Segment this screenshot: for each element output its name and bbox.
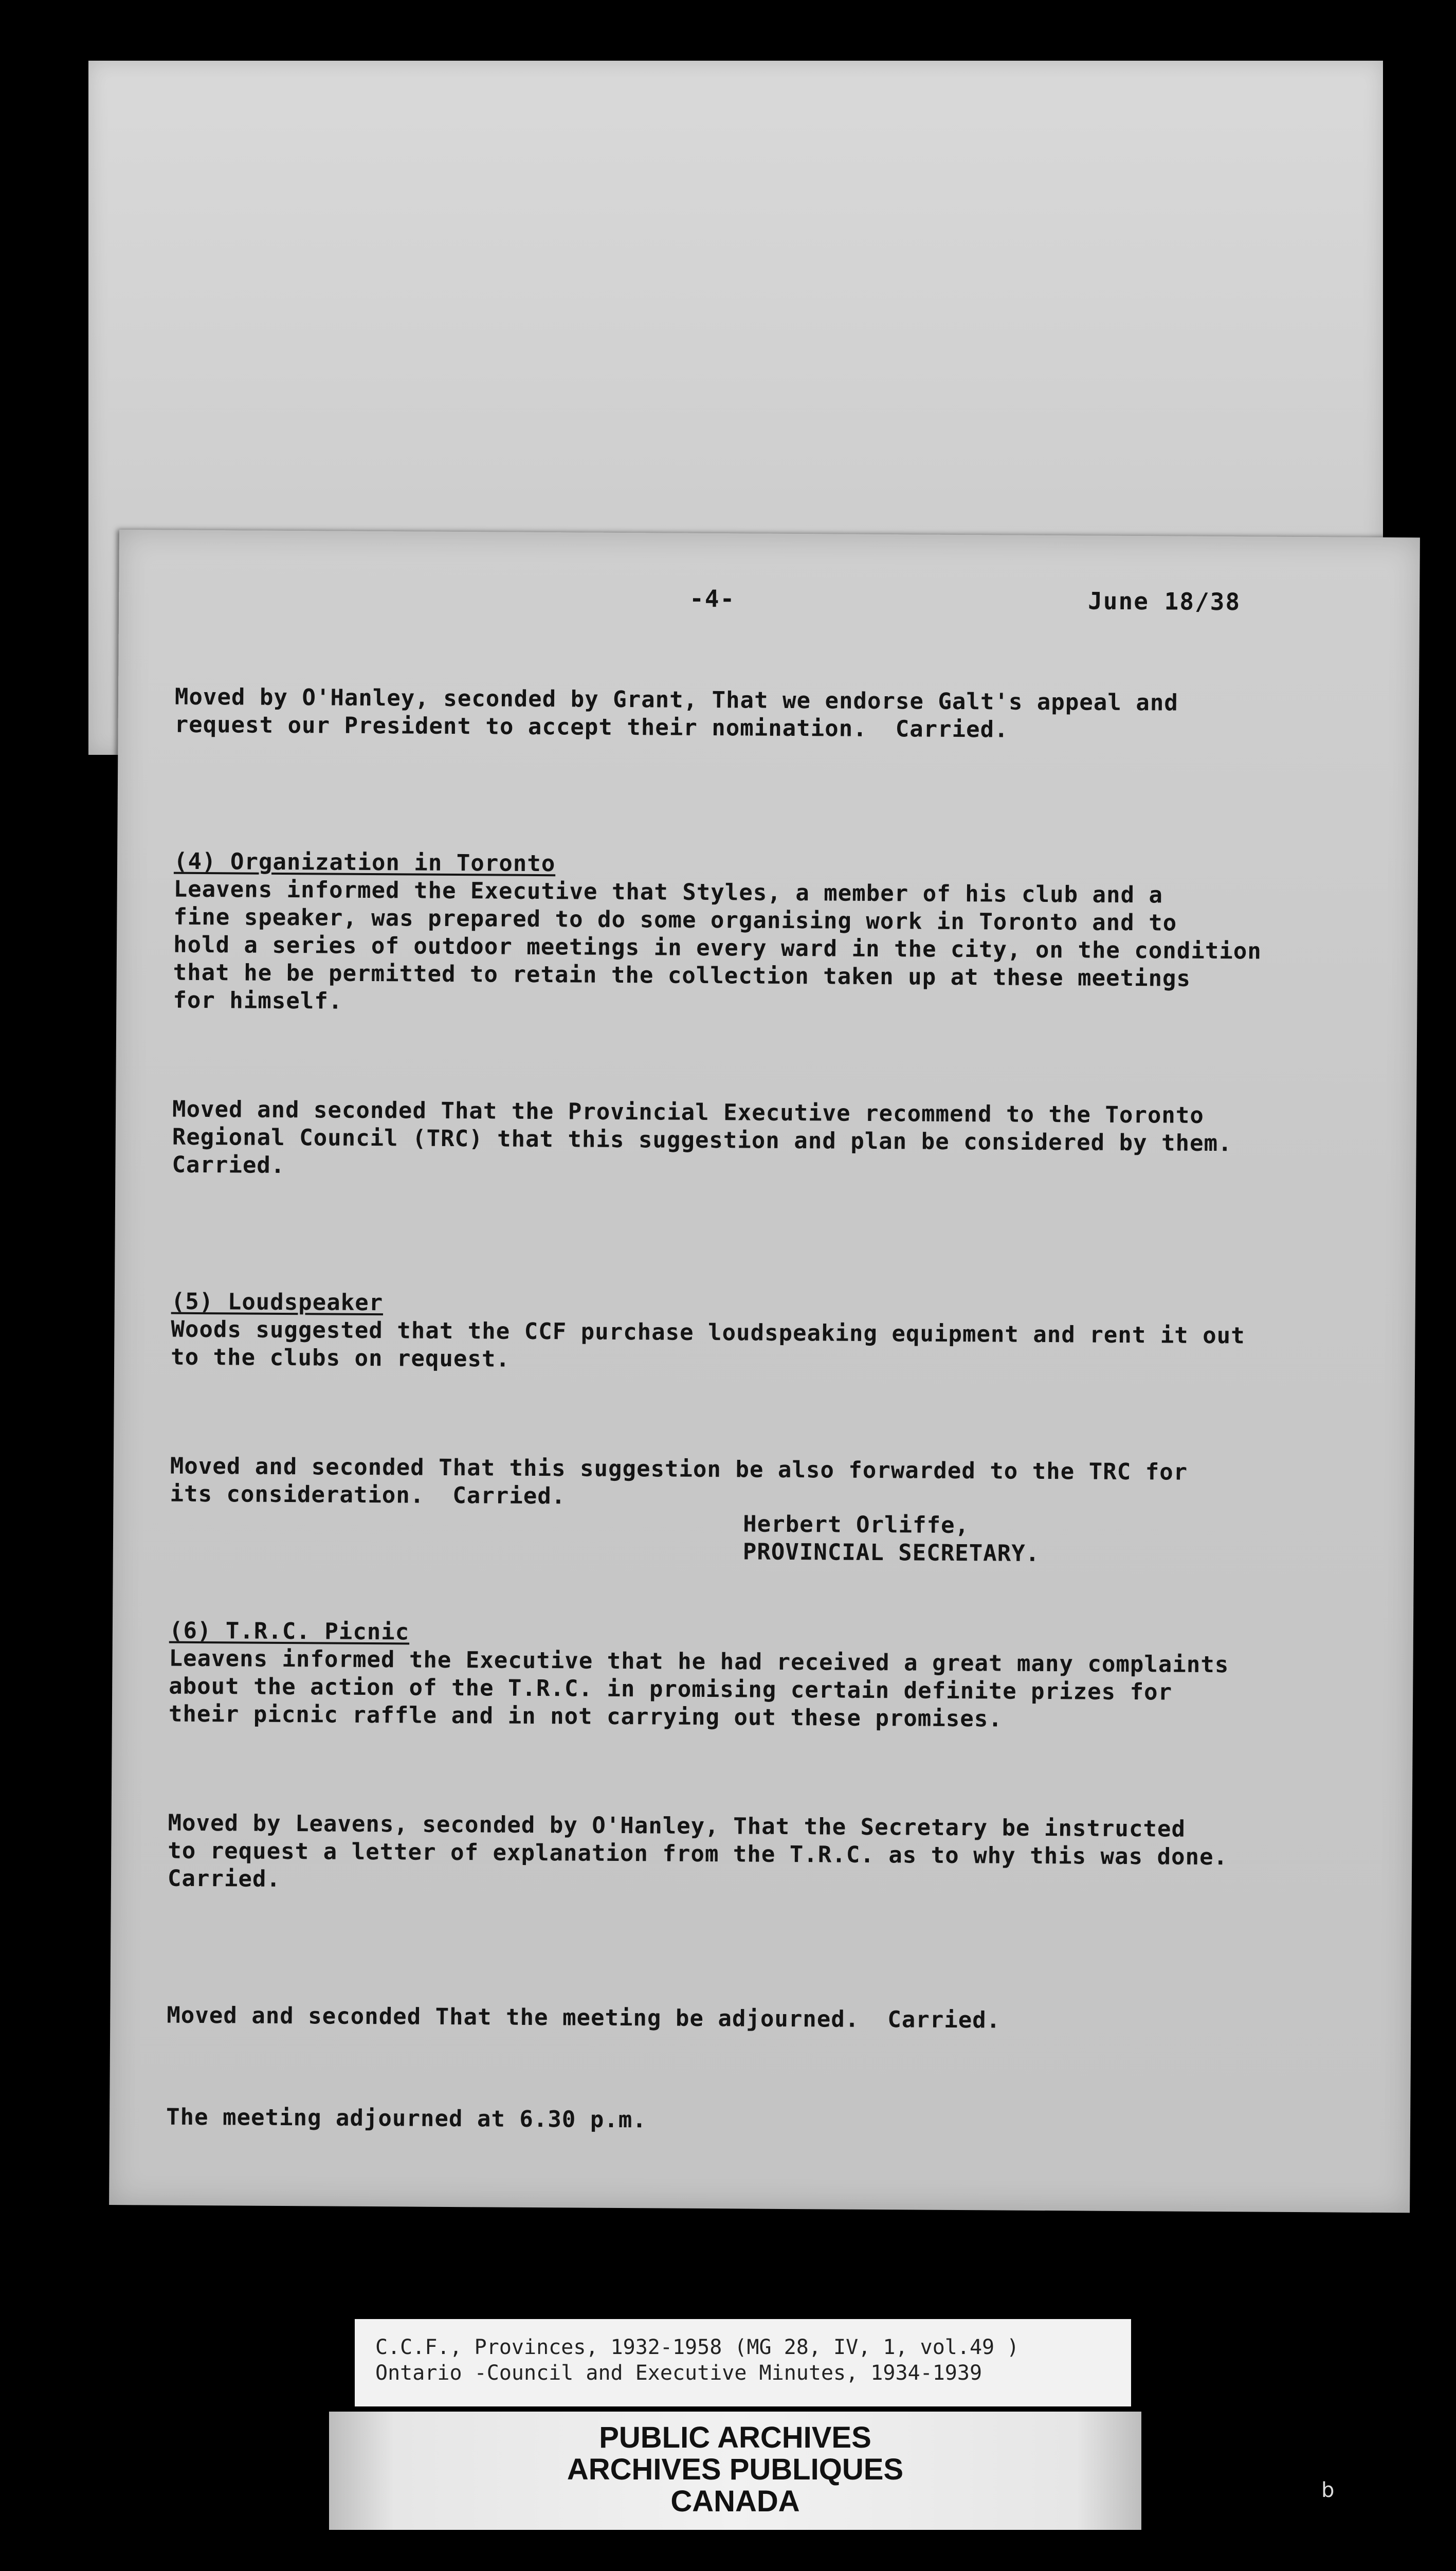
- archive-stamp: [329, 2412, 1141, 2530]
- section-6-motion: Moved by Leavens, seconded by O'Hanley, That the Secretary be instructed to request a letter of explanation from the T.R.C. as to why this was done. Carried.: [167, 1809, 1228, 1892]
- section-5-motion: Moved and seconded That this suggestion be also forwarded to the TRC for its consideration. Carried.: [170, 1453, 1188, 1510]
- section-6: [169, 1617, 1377, 1735]
- section-5-text: Woods suggested that the CCF purchase loudspeaking equipment and rent it out to the clubs on request.: [171, 1316, 1245, 1372]
- adjourn-motion: Moved and seconded That the meeting be adjourned. Carried.: [167, 2002, 1001, 2034]
- archive-reference-line2: Ontario -Council and Executive Minutes, 1934-1939: [375, 2361, 982, 2385]
- section-5: [171, 1288, 1379, 1379]
- section-5-heading: (5) Loudspeaker: [171, 1288, 384, 1316]
- archive-stamp-line3: CANADA: [670, 2485, 800, 2518]
- section-4: [173, 848, 1382, 1022]
- document-date: June 18/38: [1088, 587, 1241, 616]
- archive-reference-label: [355, 2319, 1131, 2406]
- archive-stamp-line1: PUBLIC ARCHIVES: [599, 2421, 871, 2454]
- signature-title: PROVINCIAL SECRETARY.: [742, 1538, 1040, 1567]
- section-4-heading: (4) Organization in Toronto: [173, 848, 556, 877]
- section-4-motion: Moved and seconded That the Provincial Executive recommend to the Toronto Regional Council (TRC) that this suggestion and plan be considered by them. Carried.: [172, 1096, 1232, 1179]
- page-number: -4-: [689, 584, 736, 613]
- intro-motion: Moved by O'Hanley, seconded by Grant, That we endorse Galt's appeal and request our President to accept their nomination. Carried.: [174, 683, 1178, 743]
- corner-mark: b: [1321, 2478, 1335, 2502]
- archive-reference-line1: C.C.F., Provinces, 1932-1958 (MG 28, IV, 1, vol.49 ): [375, 2335, 1020, 2359]
- archive-stamp-line2: ARCHIVES PUBLIQUES: [567, 2453, 904, 2486]
- document-page: [109, 530, 1420, 2213]
- minutes-body: [166, 628, 1384, 2220]
- signature-name: Herbert Orliffe,: [743, 1511, 970, 1539]
- section-6-heading: (6) T.R.C. Picnic: [169, 1617, 410, 1645]
- section-6-text: Leavens informed the Executive that he had received a great many complaints about the action of the T.R.C. in promising certain definite prizes for their picnic raffle and in not carrying out these promises.: [168, 1645, 1229, 1732]
- signature-block: [743, 1510, 1040, 1568]
- section-4-text: Leavens informed the Executive that Styles, a member of his club and a fine speaker, was prepared to do some organising work in Toronto and to hold a series of outdoor meetings in every ward in the city, on the condition that he be permitted to retain the collection taken up at these meetings for himself.: [173, 876, 1262, 1015]
- adjourn-time: The meeting adjourned at 6.30 p.m.: [166, 2104, 647, 2133]
